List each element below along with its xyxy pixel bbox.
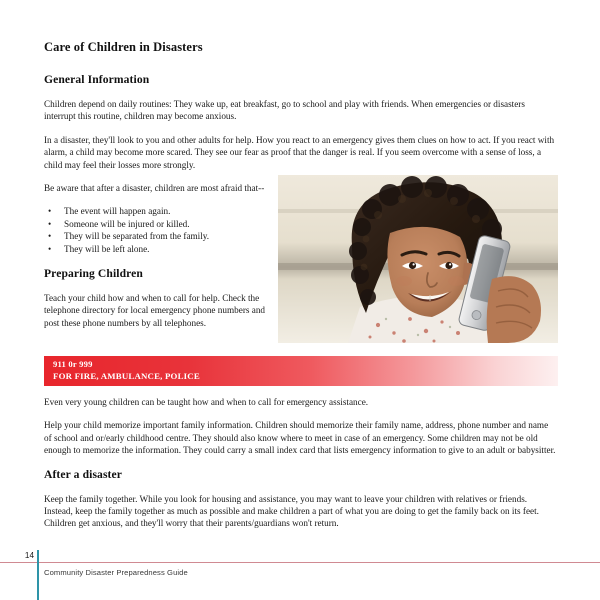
general-paragraph-1: Children depend on daily routines: They wake up, eat breakfast, go to school and play with friends. When emergencies or disasters interrupt this routine, children may become anxious. [44,99,525,122]
page-marker-rule [37,550,39,600]
section-heading-preparing-children: Preparing Children [44,267,143,281]
lower-content-column [44,396,558,541]
after-disaster-paragraph-1: Keep the family together. While you look for housing and assistance, you may want to leave your children with relatives or friends. Instead, keep the family together as much as possible and make children a part of what you are doing to get the family back on its feet. Children get anxious, and they'll worry that their parents/guardians won't return. [44,493,539,529]
list-item [44,243,276,255]
bullet-icon: • [48,218,52,229]
section-heading-after-a-disaster: After a disaster [44,467,123,481]
emergency-services-text: FOR FIRE, AMBULANCE, POLICE [53,371,200,381]
list-item-label: They will be separated from the family. [64,231,210,242]
general-paragraph-2: In a disaster, they'll look to you and other adults for help. How you react to an emergency gives them clues on how to act. If you react with alarm, a child may become more scared. They see our fear as proof that the danger is real. If you seem overcome with a sense of loss, a child may feel their losses more strongly. [44,134,555,170]
section-heading-general-information: General Information [44,73,150,86]
list-item [44,230,276,242]
list-item [44,205,276,217]
list-item-label: The event will happen again. [64,206,171,217]
footer-divider [0,562,600,563]
page-title: Care of Children in Disasters [44,40,203,54]
bullet-icon: • [48,206,52,217]
footer-guide-title: Community Disaster Preparedness Guide [44,568,188,577]
page-number: 14 [24,551,34,560]
fears-list [44,205,276,255]
preparing-paragraph-2: Even very young children can be taught how and when to call for emergency assistance. [44,397,369,407]
photo-child-on-phone [278,175,558,343]
list-item-label: Someone will be injured or killed. [64,218,190,229]
emergency-number-banner [44,356,558,386]
list-item [44,218,276,230]
preparing-paragraph-1: Teach your child how and when to call for help. Check the telephone directory for local emergency phone numbers and post these phone numbers by all telephones. [44,293,266,328]
emergency-number-text: 911 0r 999 [53,359,93,369]
list-item-label: They will be left alone. [64,243,150,254]
bullet-icon: • [48,231,52,242]
preparing-paragraph-3: Help your child memorize important family information. Children should memorize their family name, address, phone number and name of school and or/early childhood centre. They should also know where to meet in case of an emergency. Some children may not be old enough to memorize the information. They could carry a small index card that lists emergency information to give to an adult or babysitter. [44,420,556,456]
bullet-icon: • [48,243,52,254]
general-paragraph-3: Be aware that after a disaster, children are most afraid that-- [44,183,265,194]
